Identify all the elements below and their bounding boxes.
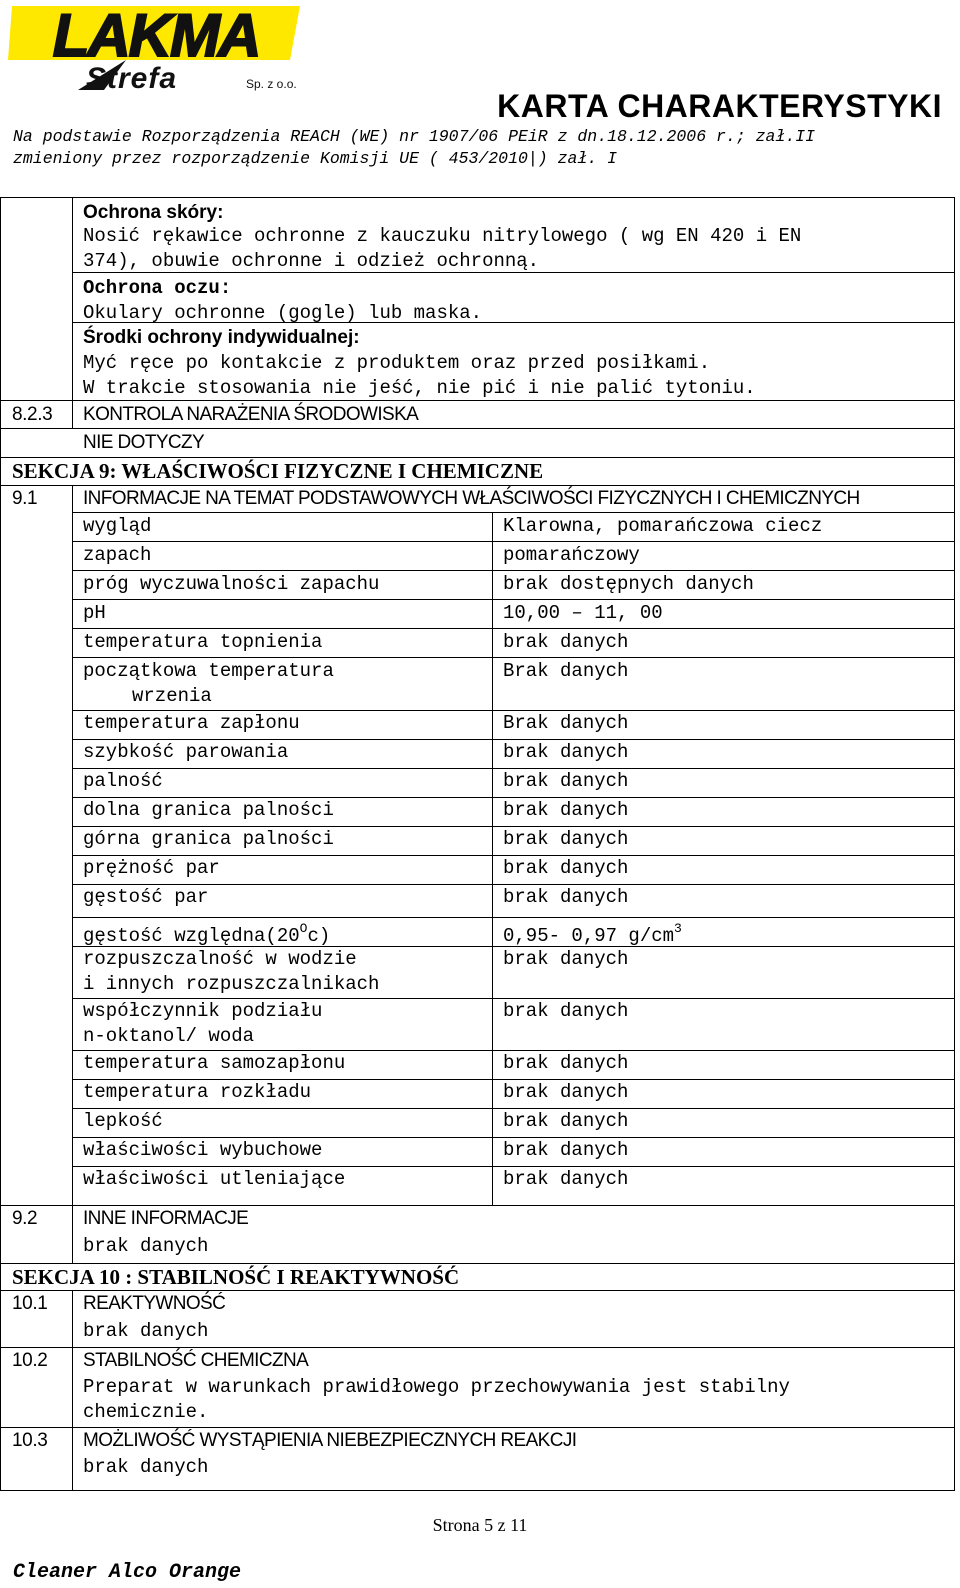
property-value: brak danych: [503, 886, 629, 908]
property-name: wygląd: [83, 515, 152, 537]
divider: [72, 1166, 955, 1167]
section-number: 9.1: [12, 488, 38, 509]
property-name: temperatura samozapłonu: [83, 1052, 346, 1074]
subsection-value: NIE DOTYCZY: [83, 432, 205, 453]
divider: [72, 826, 955, 827]
property-value: brak danych: [503, 1110, 629, 1132]
property-value: brak dostępnych danych: [503, 573, 754, 595]
skin-protection-text: Nosić rękawice ochronne z kauczuku nitrylowego ( wg EN 420 i EN: [83, 225, 802, 247]
page-number: Strona 5 z 11: [432, 1515, 528, 1535]
divider: [72, 710, 955, 711]
personal-protection-text: Myć ręce po kontakcie z produktem oraz przed posiłkami.: [83, 352, 711, 374]
property-value: brak danych: [503, 857, 629, 879]
property-name-continued: n-oktanol/ woda: [83, 1025, 255, 1047]
divider: [0, 1427, 955, 1428]
divider: [72, 1108, 955, 1109]
subsection-title: KONTROLA NARAŻENIA ŚRODOWISKA: [83, 404, 419, 425]
divider: [72, 855, 955, 856]
eye-protection-text: Okulary ochronne (gogle) lub maska.: [83, 302, 483, 324]
divider: [72, 917, 955, 918]
divider: [72, 1079, 955, 1080]
subsection-title: INFORMACJE NA TEMAT PODSTAWOWYCH WŁAŚCIWOŚCI FIZYCZNYCH I CHEMICZNYCH: [83, 488, 860, 509]
property-name: właściwości utleniające: [83, 1168, 346, 1190]
property-value: brak danych: [503, 631, 629, 653]
property-value: pomarańczowy: [503, 544, 640, 566]
divider: [72, 768, 955, 769]
subsection-value: brak danych: [83, 1235, 209, 1257]
section-number: 10.2: [12, 1350, 48, 1371]
divider: [0, 1347, 955, 1348]
property-value: 10,00 – 11, 00: [503, 602, 663, 624]
regulation-line-1: Na podstawie Rozporządzenia REACH (WE) nr 1907/06 PEiR z dn.18.12.2006 r.; zał.II: [13, 127, 816, 146]
subsection-value: chemicznie.: [83, 1401, 209, 1423]
divider: [72, 599, 955, 600]
property-value: Brak danych: [503, 660, 629, 682]
divider: [72, 197, 73, 428]
property-value: brak danych: [503, 1168, 629, 1190]
divider: [72, 628, 955, 629]
property-name: zapach: [83, 544, 152, 566]
skin-protection-text: 374), obuwie ochronne i odzież ochronną.: [83, 250, 540, 272]
property-name: temperatura topnienia: [83, 631, 323, 653]
section-9-title: SEKCJA 9: WŁAŚCIWOŚCI FIZYCZNE I CHEMICZNE: [12, 459, 544, 483]
property-name: dolna granica palności: [83, 799, 334, 821]
subsection-title: INNE INFORMACJE: [83, 1208, 249, 1229]
section-10-title: SEKCJA 10 : STABILNOŚĆ I REAKTYWNOŚĆ: [12, 1265, 460, 1289]
subsection-title: MOŻLIWOŚĆ WYSTĄPIENIA NIEBEZPIECZNYCH REAKCJI: [83, 1430, 577, 1451]
section-number: 8.2.3: [12, 404, 53, 425]
subsection-value: Preparat w warunkach prawidłowego przechowywania jest stabilny: [83, 1376, 790, 1398]
divider: [72, 1203, 73, 1263]
property-name: próg wyczuwalności zapachu: [83, 573, 380, 595]
property-name: lepkość: [83, 1110, 163, 1132]
subsection-value: brak danych: [83, 1320, 209, 1342]
document-title: KARTA CHARAKTERYSTYKI: [497, 88, 942, 124]
property-name: właściwości wybuchowe: [83, 1139, 323, 1161]
divider: [72, 1290, 73, 1490]
divider: [0, 1263, 955, 1264]
property-value: brak danych: [503, 948, 629, 970]
logo-text: LAKMA: [52, 2, 260, 69]
divider: [72, 272, 955, 273]
subsection-title: REAKTYWNOŚĆ: [83, 1293, 226, 1314]
divider: [72, 657, 955, 658]
section-number: 10.3: [12, 1430, 48, 1451]
property-name-continued: i innych rozpuszczalnikach: [83, 973, 380, 995]
property-value: brak danych: [503, 799, 629, 821]
property-value: Brak danych: [503, 712, 629, 734]
company-logo: [8, 2, 308, 92]
logo-sub: Strefa: [86, 62, 178, 92]
product-name: Cleaner Alco Orange: [13, 1561, 242, 1584]
logo-suffix: Sp. z o.o.: [246, 77, 297, 91]
property-name: prężność par: [83, 857, 220, 879]
property-value: brak danych: [503, 828, 629, 850]
section-number: 10.1: [12, 1293, 48, 1314]
divider: [72, 485, 73, 1205]
property-name: pH: [83, 602, 106, 624]
skin-protection-heading: Ochrona skóry:: [83, 202, 224, 223]
divider: [0, 400, 955, 401]
property-name: współczynnik podziału: [83, 1000, 323, 1022]
subsection-value: brak danych: [83, 1456, 209, 1478]
property-name: szybkość parowania: [83, 741, 289, 763]
divider: [0, 428, 955, 429]
divider: [72, 1050, 955, 1051]
personal-protection-text: W trakcie stosowania nie jeść, nie pić i nie palić tytoniu.: [83, 377, 756, 399]
section-number: 9.2: [12, 1208, 38, 1229]
subsection-title: STABILNOŚĆ CHEMICZNA: [83, 1350, 309, 1371]
eye-protection-heading: Ochrona oczu:: [83, 277, 232, 299]
divider: [0, 1290, 955, 1291]
property-value: brak danych: [503, 1052, 629, 1074]
property-name: górna granica palności: [83, 828, 334, 850]
property-name: palność: [83, 770, 163, 792]
divider: [72, 739, 955, 740]
divider: [72, 998, 955, 999]
divider: [0, 1205, 955, 1206]
divider: [492, 512, 493, 1206]
divider: [72, 570, 955, 571]
property-name: gęstość par: [83, 886, 209, 908]
property-value: brak danych: [503, 1139, 629, 1161]
property-name: temperatura rozkładu: [83, 1081, 312, 1103]
property-name: rozpuszczalność w wodzie: [83, 948, 357, 970]
divider: [72, 884, 955, 885]
property-value: brak danych: [503, 1000, 629, 1022]
property-name: temperatura zapłonu: [83, 712, 300, 734]
property-value: brak danych: [503, 741, 629, 763]
divider: [0, 485, 955, 486]
divider: [0, 457, 955, 458]
personal-protection-heading: Środki ochrony indywidualnej:: [83, 327, 360, 348]
divider: [72, 512, 955, 513]
property-value: brak danych: [503, 770, 629, 792]
property-name: początkowa temperatura: [83, 660, 334, 682]
divider: [72, 1137, 955, 1138]
divider: [72, 797, 955, 798]
regulation-line-2: zmieniony przez rozporządzenie Komisji UE ( 453/2010|) zał. I: [13, 149, 617, 168]
property-value: 0,95- 0,97 $g/cm^3$: [503, 921, 682, 947]
divider: [72, 541, 955, 542]
property-value: brak danych: [503, 1081, 629, 1103]
property-name-continued: wrzenia: [132, 685, 212, 707]
property-name: gęstość $względna(20^Oc)$: [83, 921, 331, 947]
property-value: Klarowna, pomarańczowa ciecz: [503, 515, 823, 537]
